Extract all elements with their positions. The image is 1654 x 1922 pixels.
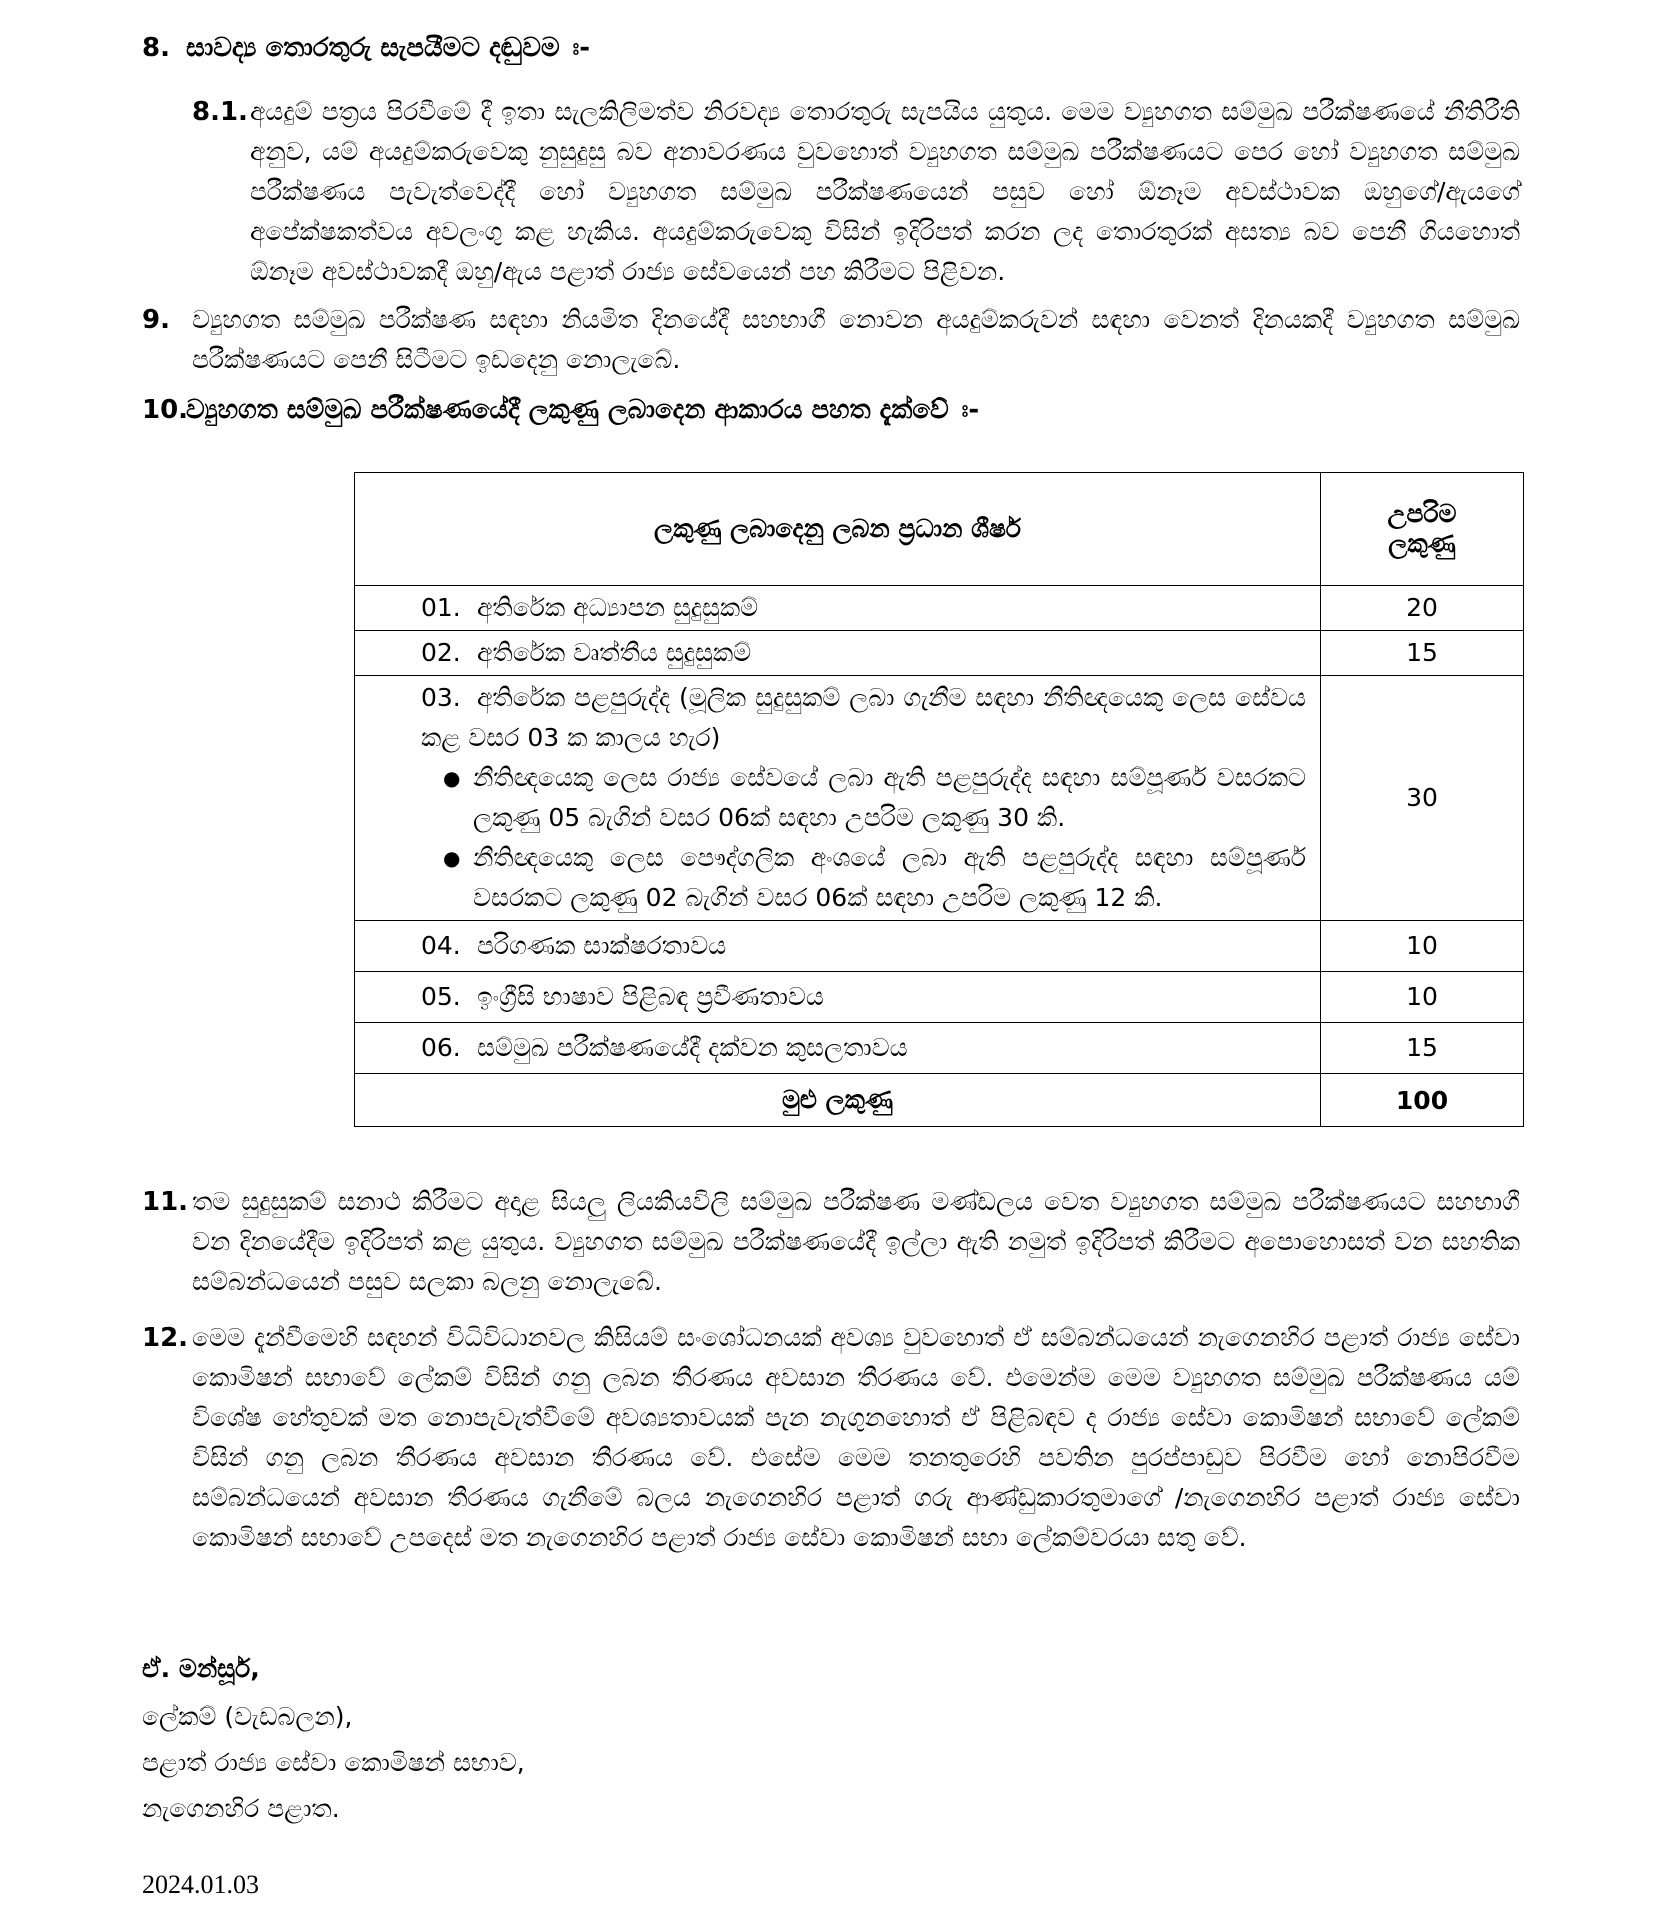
row-marks: 20	[1321, 586, 1524, 631]
row-marks: 15	[1321, 1023, 1524, 1074]
row-text: අතිරේක අධ්‍යාපන සුදුසුකම්	[477, 593, 759, 622]
row-text: අතිරේක පළපුරුද්ද (මූලික සුදුසුකම් ලබා ගැනීම සඳහා නීතිඥයෙකු ලෙස සේවය කළ වසර 03 ක කාලය හැර)	[421, 683, 1306, 752]
section-11-text: තම සුදුසුකම් සනාථ කිරීමට අදාළ සියලු ලියකියවිලි සම්මුඛ පරීක්ෂණ මණ්ඩලය වෙත ව්‍යුහගත සම්මුඛ පරීක්ෂණයට සහභාගී වන දිනයේදීම ඉදිරිපත් කළ යුතුය. ව්‍යුහගත සම්මුඛ පරීක්ෂණයේදී ඉල්ලා ඇති නමුත් ඉදිරිපත් කිරීමට අපොහොසත් වන සහතික සම්බන්ධයෙන් පසුව සලකා බලනු නොලැබේ.	[192, 1187, 1520, 1296]
table-row	[355, 586, 1524, 631]
row-number: 05.	[421, 982, 461, 1011]
section-8-heading	[142, 30, 590, 66]
section-12-text: මෙම දැන්වීමෙහි සඳහන් විධිවිධානවල කිසියම් සංශෝධනයක් අවශ්‍ය වුවහොත් ඒ සම්බන්ධයෙන් නැගෙනහිර පළාත් රාජ්‍ය සේවා කොමිෂන් සභාවේ ලේකම් විසින් ගනු ලබන තීරණය අවසාන තීරණය වේ. එමෙන්ම මෙම ව්‍යුහගත සම්මුඛ පරීක්ෂණය යම් විශේෂ හේතුවක් මත නොපැවැත්වීමේ අවශ්‍යතාවයක් පැන නැගුනහොත් ඒ පිළිබඳව ද රාජ්‍ය සේවා කොමිෂන් සභාවේ ලේකම් විසින් ගනු ලබන තීරණය අවසාන තීරණය වේ. එසේම මෙම තනතුරෙහි පවතින පුරප්පාඩුව පිරවීම හෝ නොපිරවීම සම්බන්ධයෙන් අවසාන තීරණය ගැනීමේ බලය නැගෙනහිර පළාත් ගරු ආණ්ඩුකාරතුමාගේ /නැගෙනහිර පළාත් රාජ්‍ය සේවා කොමිෂන් සභාවේ උපදෙස් මත නැගෙනහිර පළාත් රාජ්‍ය සේවා කොමිෂන් සභා ලේකම්වරයා සතු වේ.	[192, 1323, 1520, 1552]
row-number: 06.	[421, 1033, 461, 1062]
table-row	[355, 676, 1524, 921]
header-max-marks-line-1: උපරිම	[1387, 499, 1457, 528]
row-marks: 30	[1321, 676, 1524, 921]
bullet-icon: ●	[443, 766, 461, 790]
row-number: 03.	[421, 683, 461, 712]
total-value: 100	[1321, 1074, 1524, 1127]
row-text: පරිගණක සාක්ෂරතාවය	[477, 931, 727, 960]
header-topic: ලකුණු ලබාදෙනු ලබන ප්‍රධාන ශීර්ෂ	[355, 473, 1321, 586]
table-row	[355, 631, 1524, 676]
bullet-icon: ●	[443, 846, 461, 870]
section-10-heading	[142, 392, 979, 428]
row-number: 01.	[421, 593, 461, 622]
signatory-organization: පළාත් රාජ්‍ය සේවා කොමිෂන් සභාව,	[142, 1748, 525, 1777]
row-marks: 15	[1321, 631, 1524, 676]
section-8-1-number: 8.1.	[192, 97, 248, 127]
section-title: සාවද්‍ය තොරතුරු සැපයීමට දඬුවම ඃ-	[186, 33, 591, 63]
section-12-number: 12.	[142, 1323, 189, 1353]
section-title: ව්‍යුහගත සම්මුඛ පරීක්ෂණයේදී ලකුණු ලබාදෙන ආකාරය පහත දැක්වේ ඃ-	[186, 395, 980, 425]
section-9-number: 9.	[142, 305, 170, 335]
list-item	[443, 838, 1306, 918]
table-row	[355, 1023, 1524, 1074]
header-max-marks	[1321, 473, 1524, 586]
table-row	[355, 921, 1524, 972]
row-text: අතිරේක වෘත්තීය සුදුසුකම්	[477, 638, 752, 667]
total-label: මුළු ලකුණු	[355, 1074, 1321, 1127]
signatory-name: ඒ. මන්සූර්,	[142, 1654, 260, 1683]
table-header-row	[355, 473, 1524, 586]
bullet-text: නීතිඥයෙකු ලෙස රාජ්‍ය සේවයේ ලබා ඇති පළපුරුද්ද සඳහා සම්පූර්ණ වසරකට ලකුණු 05 බැගින් වසර 06ක් සඳහා උපරිම ලකුණු 30 කි.	[473, 763, 1306, 832]
row-marks: 10	[1321, 921, 1524, 972]
section-number: 10.	[142, 395, 189, 425]
marks-table	[354, 472, 1524, 1127]
section-9-text: ව්‍යුහගත සම්මුඛ පරීක්ෂණ සඳහා නියමිත දිනයේදී සහභාගී නොවන අයදුම්කරුවන් සඳහා වෙනත් දිනයකදී ව්‍යුහගත සම්මුඛ පරීක්ෂණයට පෙනී සිටීමට ඉඩදෙනු නොලැබේ.	[192, 305, 1520, 374]
table-row	[355, 972, 1524, 1023]
signatory-title: ලේකම් (වැඩබලන),	[142, 1702, 353, 1731]
bullet-text: නීතිඥයෙකු ලෙස පෞද්ගලික අංශයේ ලබා ඇති පළපුරුද්ද සඳහා සම්පූර්ණ වසරකට ලකුණු 02 බැගින් වසර 06ක් සඳහා උපරිම ලකුණු 12 කි.	[473, 843, 1306, 912]
section-8-1-text: අයදුම් පත්‍රය පිරවීමේ දී ඉතා සැලකිලිමත්ව නිරවද්‍ය තොරතුරු සැපයිය යුතුය. මෙම ව්‍යුහගත සම්මුඛ පරීක්ෂණයේ නීතිරීති අනුව, යම් අයදුම්කරුවෙකු නුසුදුසු බව අනාවරණය වුවහොත් ව්‍යුහගත සම්මුඛ පරීක්ෂණයට පෙර හෝ ව්‍යුහගත සම්මුඛ පරීක්ෂණය පැවැත්වෙද්දී හෝ ව්‍යුහගත සම්මුඛ පරීක්ෂණයෙන් පසුව හෝ ඕනෑම අවස්ථාවක ඔහුගේ/ඇයගේ අපේක්ෂකත්වය අවලංගු කළ හැකිය. අයදුම්කරුවෙකු විසින් ඉදිරිපත් කරන ලද තොරතුරක් අසත්‍ය බව පෙනී ගියහොත් ඕනෑම අවස්ථාවකදී ඔහු/ඇය පළාත් රාජ්‍ය සේවයෙන් පහ කිරීමට පිළිවන.	[250, 97, 1520, 286]
section-number: 8.	[142, 33, 170, 63]
section-11-number: 11.	[142, 1187, 189, 1217]
row-text: ඉංග්‍රීසි භාෂාව පිළිබඳ ප්‍රවීණතාවය	[477, 982, 824, 1011]
bullet-list	[421, 758, 1306, 918]
list-item	[443, 758, 1306, 838]
document-date: 2024.01.03	[142, 1870, 259, 1899]
header-max-marks-line-2: ලකුණු	[1388, 529, 1456, 558]
signatory-place: නැගෙනහිර පළාත.	[142, 1794, 340, 1823]
row-marks: 10	[1321, 972, 1524, 1023]
table-total-row	[355, 1074, 1524, 1127]
row-text: සම්මුඛ පරීක්ෂණයේදී දක්වන කුසලතාවය	[477, 1033, 908, 1062]
row-number: 04.	[421, 931, 461, 960]
row-number: 02.	[421, 638, 461, 667]
